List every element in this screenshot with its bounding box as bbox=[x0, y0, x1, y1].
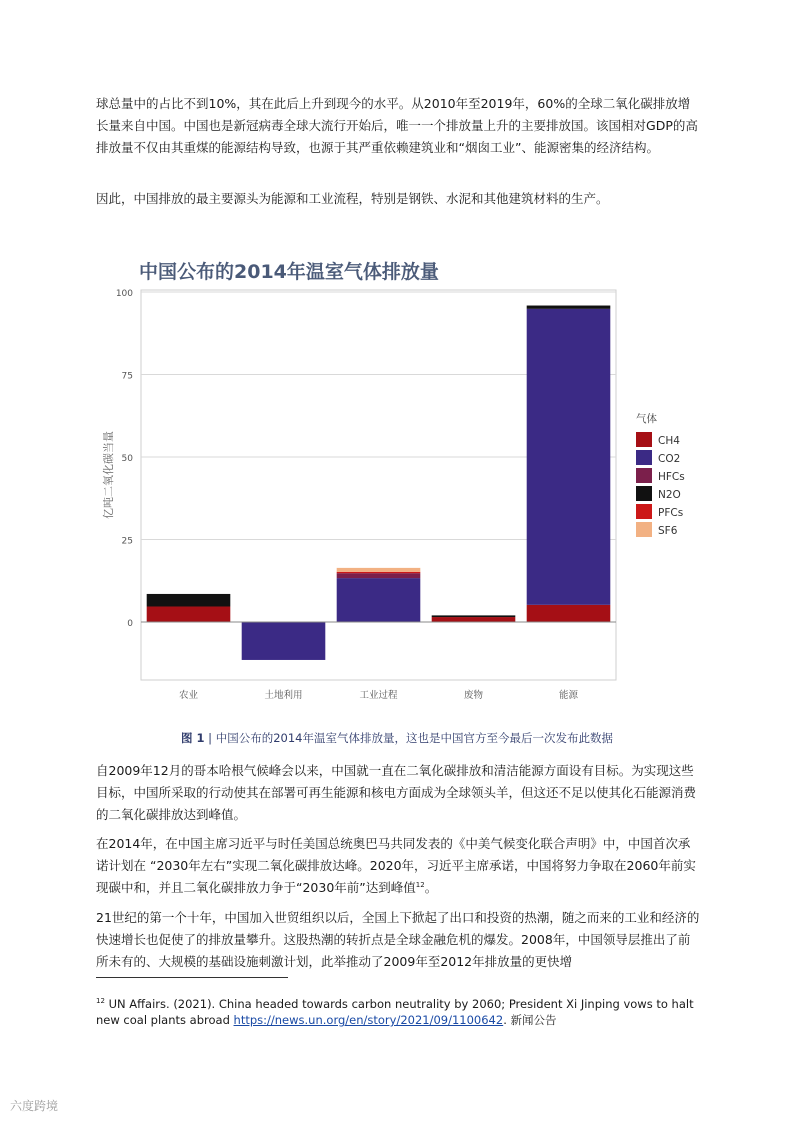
y-axis-label: 亿吨二氧化碳当量 bbox=[102, 431, 115, 519]
footnote-ref[interactable]: 12 bbox=[415, 880, 425, 889]
legend-swatch-sf6 bbox=[636, 522, 652, 537]
figure-label: 图 1 bbox=[181, 731, 205, 745]
x-tick-label: 农业 bbox=[178, 690, 199, 701]
caption-text: 中国公布的2014年温室气体排放量，这也是中国官方至今最后一次发布此数据 bbox=[215, 731, 613, 745]
y-tick-label: 25 bbox=[121, 536, 133, 547]
caption-separator: | bbox=[204, 731, 216, 745]
body-paragraph-3: 自2009年12月的哥本哈根气候峰会以来，中国就一直在二氧化碳排放和清洁能源方面设有目标。为实现这些目标，中国所采取的行动使其在部署可再生能源和核电方面成为全球领头羊，但这还不足以使其化石能源消费的二氧化碳排放达到峰值。 bbox=[96, 763, 697, 822]
emissions-chart bbox=[96, 250, 706, 710]
bar-ch4 bbox=[527, 605, 611, 622]
paragraph-4-end: 。 bbox=[424, 880, 438, 895]
legend-swatch-ch4 bbox=[636, 432, 652, 447]
y-tick-label: 50 bbox=[121, 454, 133, 464]
bar-sf6 bbox=[337, 568, 421, 572]
y-tick-label: 75 bbox=[121, 371, 133, 382]
y-tick-label: 0 bbox=[127, 619, 133, 629]
legend-swatch-hfcs bbox=[636, 468, 652, 483]
x-tick-label: 能源 bbox=[558, 690, 579, 701]
bar-co2 bbox=[337, 578, 421, 622]
legend-label-sf6: SF6 bbox=[658, 525, 678, 537]
legend-swatch-co2 bbox=[636, 450, 652, 465]
figure-caption bbox=[0, 730, 794, 746]
legend-label-ch4: CH4 bbox=[658, 435, 680, 447]
legend-label-hfcs: HFCs bbox=[658, 471, 685, 483]
bar-n2o bbox=[147, 594, 231, 607]
legend-title: 气体 bbox=[636, 413, 657, 425]
x-tick-label: 土地利用 bbox=[264, 690, 303, 701]
bar-n2o bbox=[527, 306, 611, 309]
legend-swatch-pfcs bbox=[636, 504, 652, 519]
bar-ch4 bbox=[432, 617, 516, 622]
bar-n2o bbox=[432, 615, 516, 617]
chart-title: 中国公布的2014年温室气体排放量 bbox=[139, 261, 439, 283]
x-tick-label: 废物 bbox=[463, 690, 484, 701]
paragraph-4-text: 在2014年，在中国主席习近平与时任美国总统奥巴马共同发表的《中美气候变化联合声明》中，中国首次承诺计划在 “2030年左右”实现二氧化碳排放达峰。2020年，习近平主席承诺，中国将努力争取在2060年前实现碳中和，并且二氧化碳排放力争于“2030年前”达到峰值 bbox=[96, 836, 696, 895]
legend-label-pfcs: PFCs bbox=[658, 507, 684, 519]
bar-co2 bbox=[242, 622, 326, 660]
legend-swatch-n2o bbox=[636, 486, 652, 501]
body-paragraph-4 bbox=[96, 833, 700, 899]
footnote-link[interactable]: https://news.un.org/en/story/2021/09/1100642 bbox=[233, 1013, 504, 1027]
body-paragraph-1: 球总量中的占比不到10%，其在此后上升到现今的水平。从2010年至2019年，60%的全球二氧化碳排放增长量来自中国。中国也是新冠病毒全球大流行开始后，唯一一个排放量上升的主要排放国。该国相对GDP的高排放量不仅由其重煤的能源结构导致，也源于其严重依赖建筑业和“烟囱工业”、能源密集的经济结构。 bbox=[96, 96, 698, 155]
legend-label-co2: CO2 bbox=[658, 453, 681, 465]
brand-watermark: 六度跨境 bbox=[10, 1099, 59, 1113]
bar-ch4 bbox=[147, 606, 231, 622]
footnote-text: UN Affairs. (2021). China headed towards carbon neutrality by 2060; President Xi Jinping vows to halt new coal plants abroad bbox=[96, 997, 694, 1027]
footnote-number: 12 bbox=[96, 997, 105, 1006]
body-paragraph-2: 因此，中国排放的最主要源头为能源和工业流程，特别是钢铁、水泥和其他建筑材料的生产。 bbox=[96, 191, 609, 206]
bar-hfcs bbox=[337, 573, 421, 578]
x-tick-label: 工业过程 bbox=[359, 690, 398, 701]
footnote bbox=[96, 996, 706, 1028]
footnote-divider bbox=[96, 977, 288, 978]
footnote-after: . 新闻公告 bbox=[503, 1013, 557, 1027]
bar-pfcs bbox=[337, 572, 421, 573]
bar-co2 bbox=[527, 309, 611, 605]
legend-label-n2o: N2O bbox=[658, 489, 681, 501]
y-tick-label: 100 bbox=[115, 289, 133, 299]
body-paragraph-5: 21世纪的第一个十年，中国加入世贸组织以后，全国上下掀起了出口和投资的热潮，随之而来的工业和经济的快速增长也促使了的排放量攀升。这股热潮的转折点是全球金融危机的爆发。2008年，中国领导层推出了前所未有的、大规模的基础设施刺激计划，此举推动了2009年至2012年排放量的更快增 bbox=[96, 910, 700, 969]
